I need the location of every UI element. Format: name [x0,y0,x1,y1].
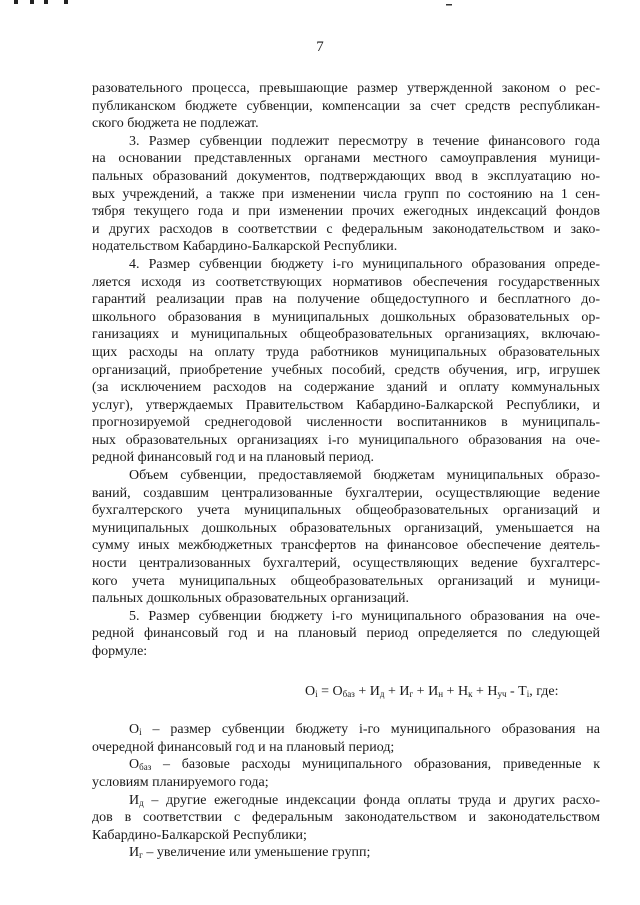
formula-symbol: Т [518,683,527,699]
paragraph [92,80,600,133]
formula-symbol: И [399,683,410,699]
paragraph [92,256,600,467]
text-line: дов в соответствии с федеральным законодательством и законодательством [92,810,600,826]
text-line: очередной финансовый год и на плановый период; [92,739,395,755]
text-line: (за исключением расходов на содержание зданий и оплату коммунальных [92,380,600,396]
formula-subscript: баз [342,688,355,699]
formula [92,683,600,701]
text-line: разовательного процесса, превышающие размер утвержденной законом о рес- [92,81,600,96]
formula-operator: + [443,683,458,699]
text-line: вых учреждений, а также при изменении числа групп по состоянию на 1 сен- [92,186,600,202]
formula-operator: + [354,683,370,699]
formula-symbol: O [332,683,343,699]
definition-text: – базовые расходы муниципального образования, приведенные к [151,757,600,773]
definition-first-line [92,792,600,810]
formula-subscript: уч [497,688,507,699]
paragraph [92,608,600,661]
text-line: ваний, создавшим централизованные бухгалтерии, осуществляющие ведение [92,485,600,501]
definition [92,756,600,791]
text-line: Объем субвенции, предоставляемой бюджетам муниципальных образо- [129,468,600,484]
text-line: организаций, приобретение учебных пособий, средств обучения, игр, игрушек [92,362,600,378]
text-line: ности централизованных бухгалтерий, осуществляющих ведение бухгалтерс- [92,556,600,572]
definition-text: – увеличение или уменьшение групп; [142,845,371,861]
text-line: условиям планируемого года; [92,774,269,790]
text-line: щих расходы на оплату труда работников муниципальных образовательных [92,344,600,360]
text-line: формуле: [92,644,148,659]
text-line: школьного образования в муниципальных дошкольных образовательных ор- [92,309,600,325]
text-line: Кабардино-Балкарской Республики; [92,827,307,843]
definition-subscript: баз [139,762,152,773]
definition [92,844,600,862]
document-body [92,80,600,862]
definition-subscript: д [139,797,144,808]
formula-tail: , где: [529,683,559,699]
formula-operator: = [317,683,333,699]
scan-marks [14,0,74,6]
text-line: кого учета муниципальных общеобразовательных организаций и муници- [92,573,600,589]
definition [92,792,600,845]
formula-symbol: Н [487,683,498,699]
text-line: бухгалтерского учета муниципальных общеобразовательных организаций и [92,503,600,519]
page-number: 7 [316,39,324,55]
formula-symbol: И [428,683,439,699]
definition-first-line [92,756,600,774]
text-line: гарантий реализации прав на получение общедоступного и бесплатного до- [92,292,600,308]
formula-symbol: Н [457,683,469,699]
text-line: ского бюджета не подлежат. [92,116,259,132]
text-line: прогнозируемой среднегодовой численности воспитанников в муниципаль- [92,415,600,431]
formula-symbol: И [369,683,380,699]
definition [92,721,600,756]
formula-subscript: г [409,688,414,699]
text-line: ганизациях и муниципальных общеобразовательных организациях, включаю- [92,327,600,343]
text-line: услуг), утверждаемых Правительством Кабардино-Балкарской Республики, и [92,397,600,413]
text-line: на основании представленных органами местного самоуправления муници- [92,151,600,167]
text-line: 3. Размер субвенции подлежит пересмотру в течение финансового года [129,133,600,149]
text-line: редной финансовый год и на плановый период определяется по следующей [92,626,600,642]
paragraph [92,467,600,608]
text-line: ляется исходя из соответствующих нормативов обеспечения государственных [92,274,600,290]
text-line: нодательством Кабардино-Балкарской Республики. [92,239,398,255]
formula-subscript: i [315,688,318,699]
text-line: 5. Размер субвенции бюджету i-го муниципального образования на оче- [129,608,600,624]
definition-symbol: И [129,845,140,861]
definition-symbol: O [129,757,140,773]
paragraph [92,133,600,256]
formula-symbol: O [305,683,316,699]
definition-text: – размер субвенции бюджету i-го муниципального образования на [141,722,600,738]
text-line: пальных образований документов, подтверждающих ввод в эксплуатацию но- [92,168,600,184]
definition-symbol: O [129,722,140,738]
definition-subscript: i [139,727,142,738]
formula-operator: + [413,683,429,699]
formula-subscript: д [379,688,385,699]
text-line: тября текущего года и при изменении прочих ежегодных индексаций фондов [92,204,600,220]
definition-symbol: И [129,792,140,808]
text-line: муниципальных дошкольных образовательных организаций, уменьшается на [92,520,600,536]
formula-operator: + [384,683,400,699]
text-line: 4. Размер субвенции бюджету i-го муниципального образования опреде- [129,256,600,272]
definition-text: – другие ежегодные индексации фонда оплаты труда и других расхо- [143,792,600,808]
definition-first-line [92,721,600,739]
scan-speck [446,2,452,8]
formula-subscript: к [468,688,473,699]
text-line: ных образовательных организациях i-го муниципального образования на оче- [92,432,600,448]
formula-operator: + [472,683,488,699]
text-line: сумму иных межбюджетных трансфертов на финансовое обеспечение деятель- [92,538,600,554]
definition-subscript: г [139,850,143,861]
formula-subscript: i [526,688,530,699]
formula-operator: - [506,683,519,699]
text-line: пальных дошкольных образовательных организаций. [92,591,410,607]
formula-subscript: н [438,688,444,699]
definition-first-line [92,844,600,862]
text-line: и других расходов в соответствии с федеральным законодательством и зако- [92,221,600,237]
text-line: редной финансовый год и на плановый период. [92,450,375,466]
text-line: публиканском бюджете субвенции, компенсации за счет средств республикан- [92,98,600,114]
